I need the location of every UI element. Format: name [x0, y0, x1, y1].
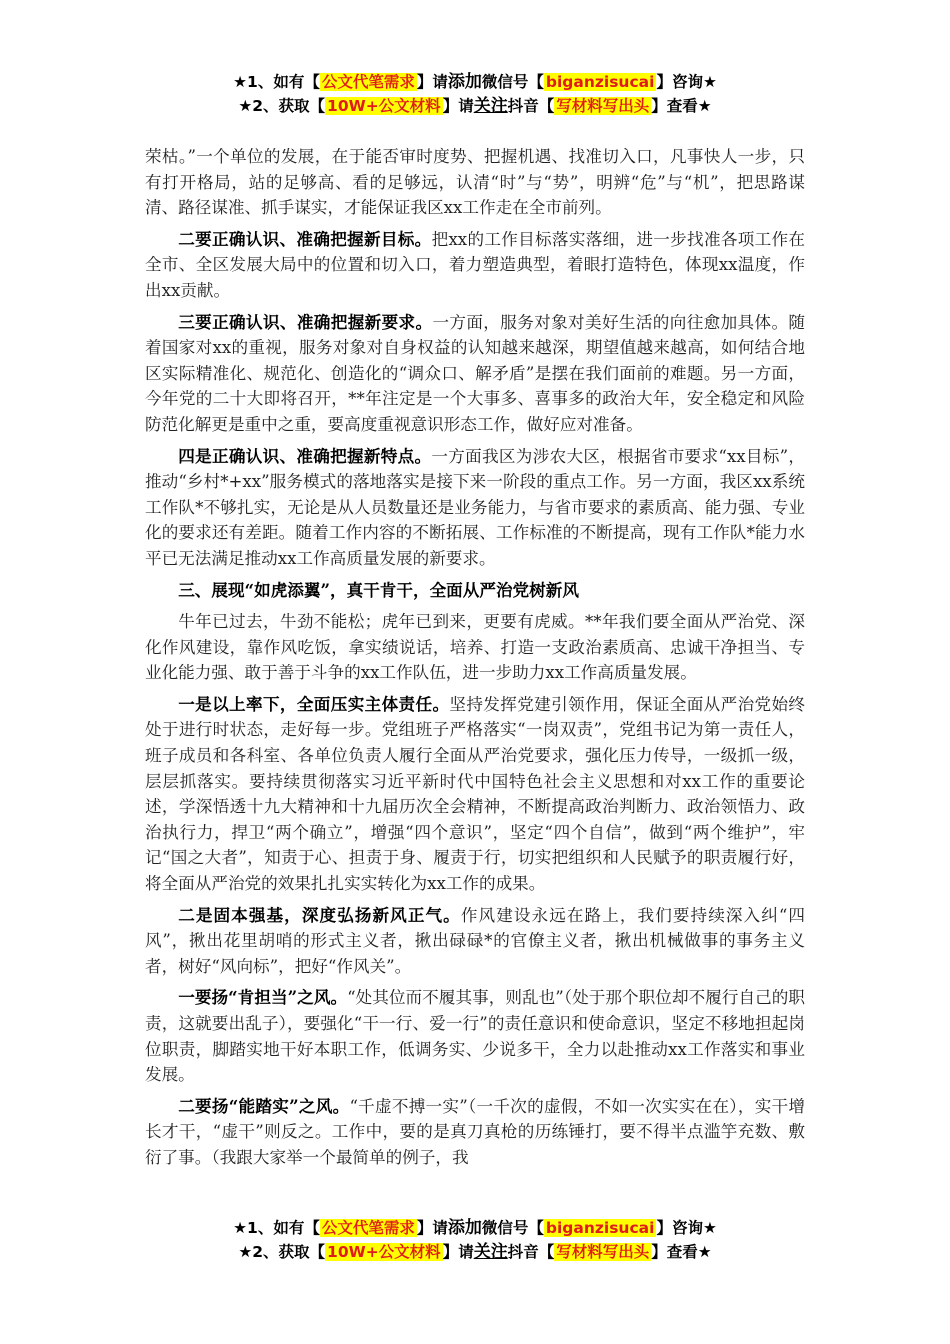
footer-2-prefix: ★2、获取【	[238, 1243, 326, 1261]
document-body	[145, 144, 805, 1171]
header-line-2	[0, 94, 950, 118]
footer-2-suffix: 】查看★	[651, 1243, 712, 1261]
footer-1-mid2: 微信号【	[481, 1219, 544, 1237]
paragraph-9-lead: 二要扬“能踏实”之风。	[178, 1095, 350, 1116]
footer-1-highlight-wechat: biganzisucai	[545, 1219, 655, 1237]
paragraph-8-lead: 一要扬“肯担当”之风。	[178, 987, 348, 1008]
footer-banner	[0, 1216, 950, 1264]
paragraph-2-text: 一方面，服务对象对美好生活的向往愈加具体。随着国家对xx的重视，服务对象对自身权益的认知越来越深，期望值越来越高，如何结合地区实际精准化、规范化、创造化的“调众口、解矛盾”是摆在我们面前的难题。另一方面，今年党的二十大即将召开，**年注定是一个大事多、喜事多的政治大年，安全稳定和风险防范化解更是重中之重，要高度重视意识形态工作，做好应对准备。	[145, 312, 806, 434]
paragraph-1	[145, 227, 805, 304]
paragraph-2-lead: 三要正确认识、准确把握新要求。	[178, 311, 433, 332]
footer-2-emphasis: 关注	[473, 1242, 508, 1262]
header-2-mid: 】请	[442, 97, 474, 115]
header-1-prefix: ★1、如有【	[233, 73, 320, 91]
paragraph-3-lead: 四是正确认识、准确把握新特点。	[178, 445, 432, 466]
header-2-mid2: 抖音【	[507, 97, 555, 115]
paragraph-7-lead: 二是固本强基，深度弘扬新风正气。	[178, 904, 461, 925]
paragraph-9-text: “千虚不搏一实”（一千次的虚假，不如一次实实在在），实干增长才干，“虚干”则反之。工作中，要的是真刀真枪的历练锤打，要不得半点滥竽充数、敷衍了事。（我跟大家举一个最简单的例子，我	[145, 1096, 805, 1167]
footer-2-highlight-douyin: 写材料写出头	[556, 1243, 650, 1261]
footer-1-prefix: ★1、如有【	[233, 1219, 320, 1237]
paragraph-1-lead: 二要正确认识、准确把握新目标。	[178, 228, 432, 249]
paragraph-3	[145, 444, 805, 572]
section-heading-text: 三、展现“如虎添翼”，真干肯干，全面从严治党树新风	[178, 579, 579, 600]
paragraph-6-lead: 一是以上率下，全面压实主体责任。	[178, 693, 450, 714]
footer-1-highlight-service: 公文代笔需求	[321, 1219, 415, 1237]
paragraph-9	[145, 1094, 805, 1171]
paragraph-6-text: 坚持发挥党建引领作用，保证全面从严治党始终处于进行时状态，走好每一步。党组班子严格落实“一岗双责”，党组书记为第一责任人，班子成员和各科室、各单位负责人履行全面从严治党要求，强化压力传导，一级抓一级，层层抓落实。要持续贯彻落实习近平新时代中国特色社会主义思想和对xx工作的重要论述，学深悟透十九大精神和十九届历次全会精神，不断提高政治判断力、政治领悟力、政治执行力，捍卫“两个确立”，增强“四个意识”，坚定“四个自信”，做到“两个维护”，牢记“国之大者”，知责于心、担责于身、履责于行，切实把组织和人民赋予的职责履行好，将全面从严治党的效果扎扎实实转化为xx工作的成果。	[145, 694, 806, 894]
header-2-highlight-materials: 10W+公文材料	[327, 97, 441, 115]
header-1-mid2: 微信号【	[481, 73, 544, 91]
paragraph-6	[145, 692, 805, 897]
section-heading	[145, 578, 805, 604]
paragraph-1-text: 把xx的工作目标落实落细，进一步找准各项工作在全市、全区发展大局中的位置和切入口，着力塑造典型，着眼打造特色，体现xx温度，作出xx贡献。	[145, 229, 805, 300]
paragraph-7	[145, 903, 805, 980]
paragraph-2	[145, 310, 805, 438]
header-line-1	[0, 70, 950, 94]
footer-1-emphasis: 添加	[447, 1218, 482, 1238]
paragraph-0-text: 荣枯。”一个单位的发展，在于能否审时度势、把握机遇、找准切入口，凡事快人一步，只有打开格局，站的足够高、看的足够远，认清“时”与“势”，明辨“危”与“机”，把思路谋清、路径谋准、抓手谋实，才能保证我区xx工作走在全市前列。	[145, 147, 805, 218]
header-1-highlight-wechat: biganzisucai	[545, 73, 655, 91]
header-1-suffix: 】咨询★	[656, 73, 717, 91]
footer-line-1	[0, 1216, 950, 1240]
header-1-mid: 】请	[416, 73, 448, 91]
header-2-emphasis: 关注	[473, 96, 508, 116]
header-2-highlight-douyin: 写材料写出头	[556, 97, 650, 115]
paragraph-7-text: 作风建设永远在路上，我们要持续深入纠“四风”，揪出花里胡哨的形式主义者，揪出碌碌*的官僚主义者，揪出机械做事的事务主义者，树好“风向标”，把好“作风关”。	[145, 905, 806, 976]
header-2-prefix: ★2、获取【	[238, 97, 326, 115]
footer-2-highlight-materials: 10W+公文材料	[327, 1243, 441, 1261]
footer-1-mid: 】请	[416, 1219, 448, 1237]
header-1-emphasis: 添加	[447, 72, 482, 92]
header-banner	[0, 70, 950, 118]
footer-1-suffix: 】咨询★	[656, 1219, 717, 1237]
header-1-highlight-service: 公文代笔需求	[321, 73, 415, 91]
paragraph-0	[145, 144, 805, 221]
footer-2-mid2: 抖音【	[507, 1243, 555, 1261]
paragraph-8-text: “处其位而不履其事，则乱也”（处于那个职位却不履行自己的职责，这就要出乱子），要强化“干一行、爱一行”的责任意识和使命意识，坚定不移地担起岗位职责，脚踏实地干好本职工作，低调务实、少说多干，全力以赴推动xx工作落实和事业发展。	[145, 988, 805, 1085]
header-2-suffix: 】查看★	[651, 97, 712, 115]
paragraph-5	[145, 609, 805, 686]
paragraph-8	[145, 985, 805, 1087]
footer-line-2	[0, 1240, 950, 1264]
paragraph-5-text: 牛年已过去，牛劲不能松；虎年已到来，更要有虎威。**年我们要全面从严治党、深化作风建设，靠作风吃饭，拿实绩说话，培养、打造一支政治素质高、忠诚干净担当、专业化能力强、敢于善于斗争的xx工作队伍，进一步助力xx工作高质量发展。	[145, 612, 805, 683]
paragraph-3-text: 一方面我区为涉农大区，根据省市要求“xx目标”，推动“乡村*+xx”服务模式的落地落实是接下来一阶段的重点工作。另一方面，我区xx系统工作队*不够扎实，无论是从人员数量还是业务能力，与省市要求的素质高、能力强、专业化的要求还有差距。随着工作内容的不断拓展、工作标准的不断提高，现有工作队*能力水平已无法满足推动xx工作高质量发展的新要求。	[145, 446, 805, 568]
footer-2-mid: 】请	[442, 1243, 474, 1261]
